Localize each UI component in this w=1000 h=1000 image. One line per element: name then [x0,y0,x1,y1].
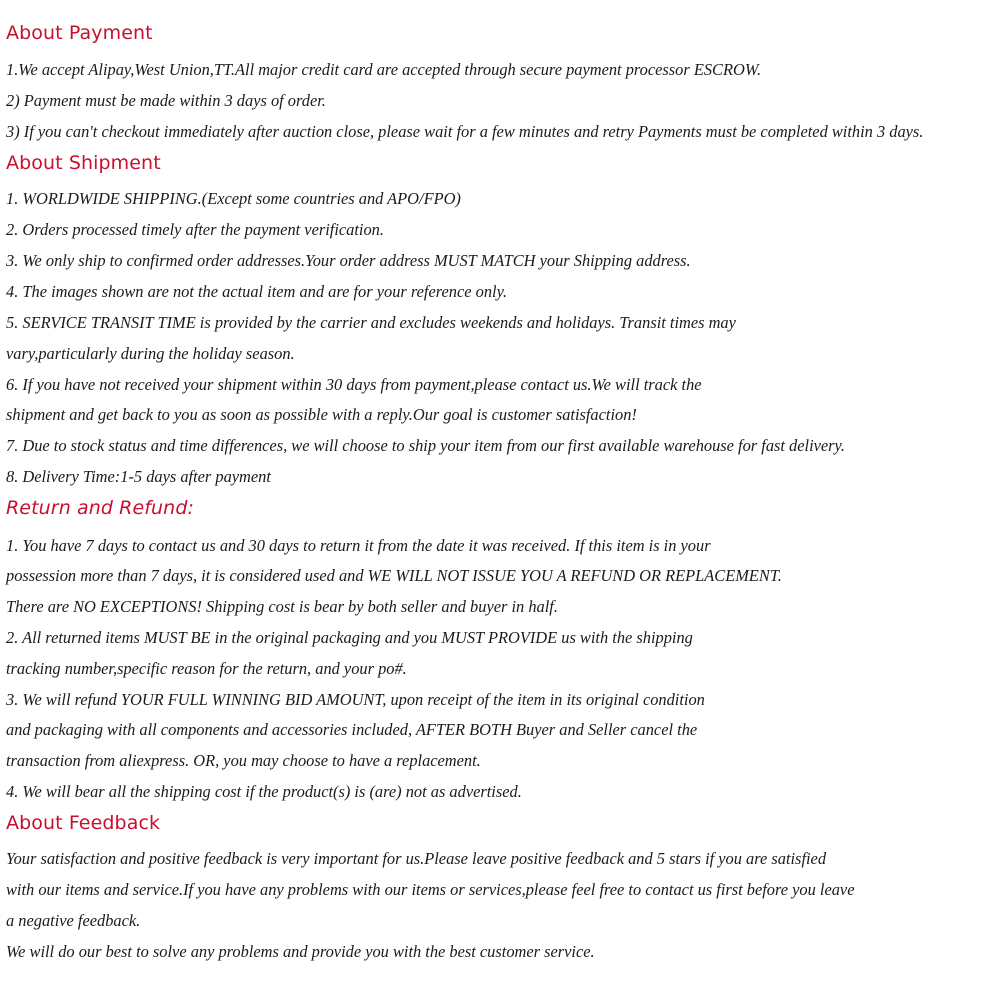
shipment-heading: About Shipment [6,152,161,174]
refund-line-8: transaction from aliexpress. OR, you may choose to have a replacement. [6,751,481,770]
feedback-heading: About Feedback [6,812,161,834]
shipment-line-8: shipment and get back to you as soon as possible with a reply.Our goal is customer satisfaction! [6,405,637,424]
shipment-line-1: 1. WORLDWIDE SHIPPING.(Except some countries and APO/FPO) [6,189,461,208]
refund-line-3: There are NO EXCEPTIONS! Shipping cost is bear by both seller and buyer in half. [6,597,558,616]
refund-line-7: and packaging with all components and accessories included, AFTER BOTH Buyer and Seller cancel the [6,720,698,739]
payment-heading: About Payment [6,22,153,44]
feedback-line-4: We will do our best to solve any problems and provide you with the best customer service. [6,942,595,961]
refund-heading: Return and Refund: [6,497,194,519]
refund-line-6: 3. We will refund YOUR FULL WINNING BID AMOUNT, upon receipt of the item in its original condition [6,690,705,709]
feedback-line-3: a negative feedback. [6,911,141,930]
shipment-line-2: 2. Orders processed timely after the payment verification. [6,220,384,239]
shipment-line-3: 3. We only ship to confirmed order addresses.Your order address MUST MATCH your Shipping address. [6,251,691,270]
feedback-line-2: with our items and service.If you have any problems with our items or services,please feel free to contact us first before you leave [6,880,855,899]
shipment-line-10: 8. Delivery Time:1-5 days after payment [6,467,271,486]
shipment-line-9: 7. Due to stock status and time differences, we will choose to ship your item from our first available warehouse for fast delivery. [6,436,846,455]
payment-line-1: 1.We accept Alipay,West Union,TT.All major credit card are accepted through secure payment processor ESCROW. [6,60,762,79]
feedback-line-1: Your satisfaction and positive feedback is very important for us.Please leave positive feedback and 5 stars if you are satisfied [6,849,827,868]
refund-line-5: tracking number,specific reason for the return, and your po#. [6,659,407,678]
shipment-line-4: 4. The images shown are not the actual item and are for your reference only. [6,282,508,301]
refund-line-2: possession more than 7 days, it is considered used and WE WILL NOT ISSUE YOU A REFUND OR REPLACEMENT. [6,566,782,585]
payment-line-3: 3) If you can't checkout immediately after auction close, please wait for a few minutes and retry Payments must be completed within 3 days. [6,122,924,141]
refund-line-4: 2. All returned items MUST BE in the original packaging and you MUST PROVIDE us with the shipping [6,628,693,647]
shipment-line-6: vary,particularly during the holiday season. [6,344,295,363]
shipment-line-5: 5. SERVICE TRANSIT TIME is provided by the carrier and excludes weekends and holidays. Transit times may [6,313,736,332]
refund-line-1: 1. You have 7 days to contact us and 30 days to return it from the date it was received. If this item is in your [6,536,711,555]
payment-line-2: 2) Payment must be made within 3 days of order. [6,91,326,110]
shipment-line-7: 6. If you have not received your shipment within 30 days from payment,please contact us.We will track the [6,375,702,394]
refund-line-9: 4. We will bear all the shipping cost if the product(s) is (are) not as advertised. [6,782,522,801]
